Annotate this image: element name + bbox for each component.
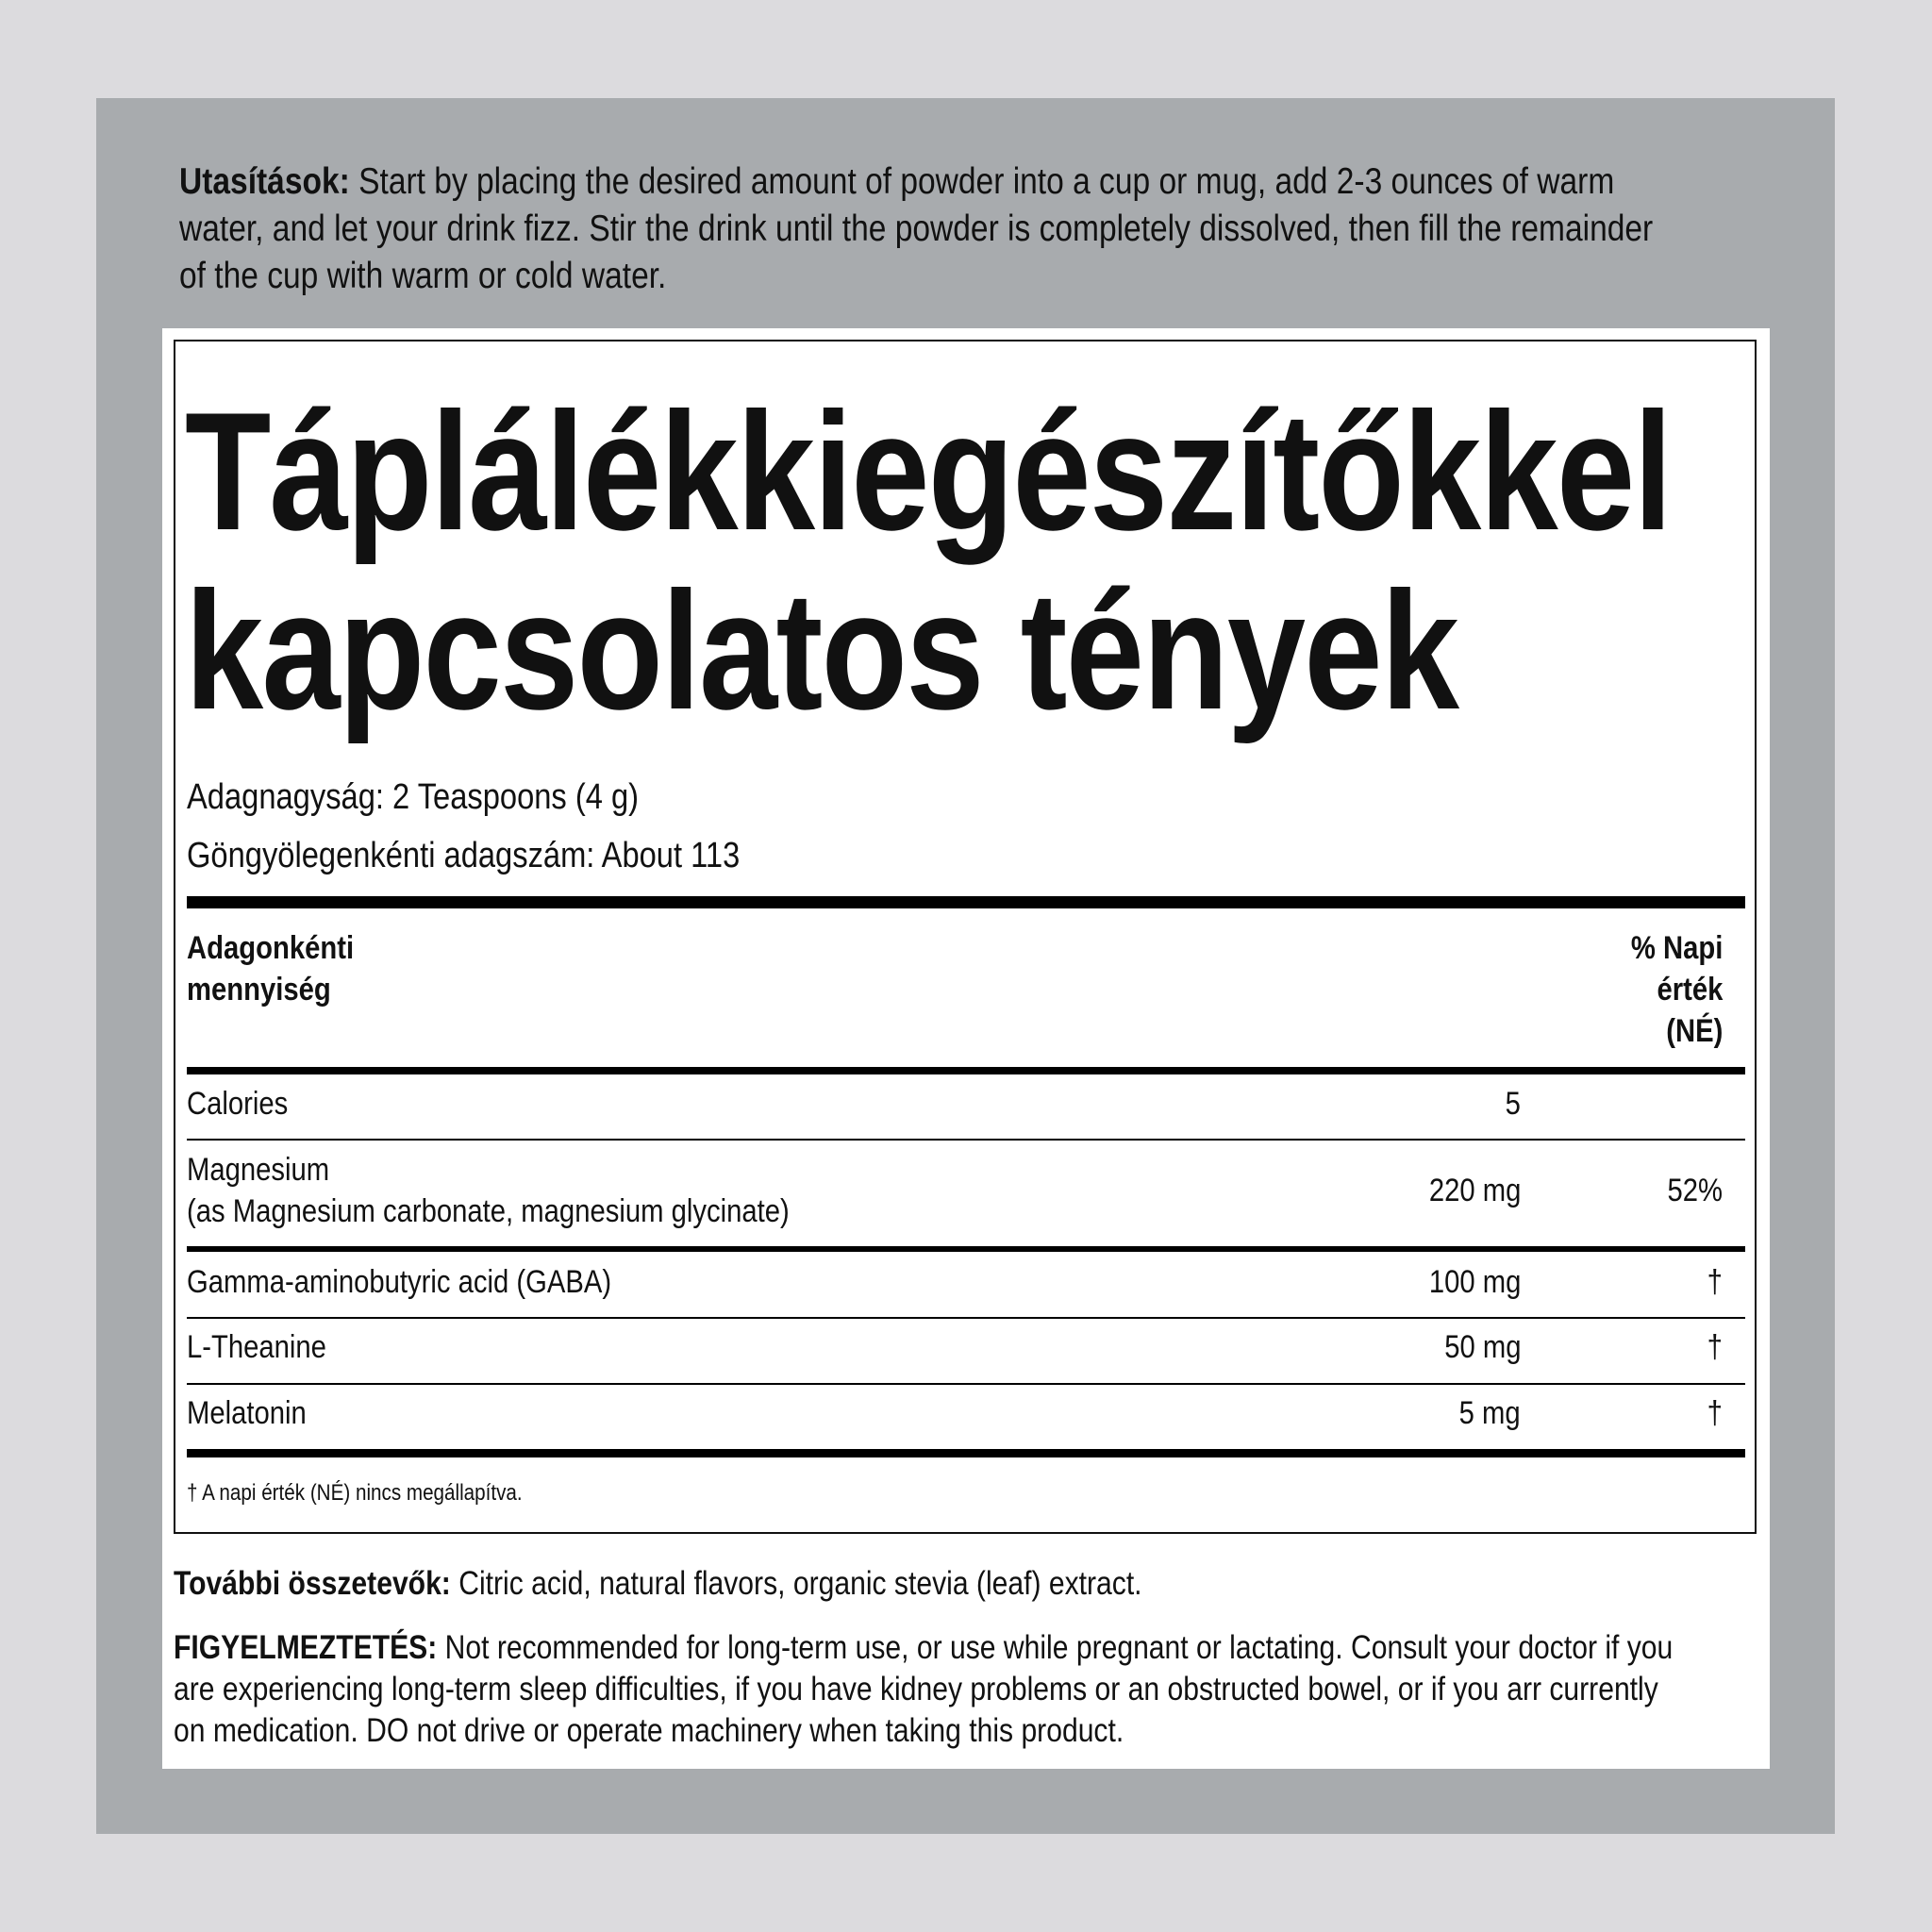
warning-text xyxy=(174,1627,1673,1752)
row-melatonin-amount: 5 mg xyxy=(1458,1395,1521,1431)
row-calories-name: Calories xyxy=(187,1086,289,1122)
thick-rule-top xyxy=(187,896,1745,908)
warning-label: FIGYELMEZTETÉS: xyxy=(174,1629,438,1666)
daily-value-header xyxy=(1631,927,1723,1052)
amount-header-line-1: Adagonkénti xyxy=(187,930,355,966)
serving-size: Adagnagyság: 2 Teaspoons (4 g) xyxy=(187,777,640,817)
row-magnesium-dv: 52% xyxy=(1667,1173,1723,1208)
dv-header-line-3: (NÉ) xyxy=(1665,1013,1723,1049)
servings-per-container: Göngyölegenkénti adagszám: About 113 xyxy=(187,836,741,875)
dv-header-line-1: % Napi xyxy=(1630,930,1723,966)
row-calories-amount: 5 xyxy=(1505,1086,1521,1122)
dv-header-line-2: érték xyxy=(1657,972,1723,1008)
other-ingredients-text: Citric acid, natural flavors, organic stevia (leaf) extract. xyxy=(458,1565,1142,1602)
facts-title xyxy=(185,377,1672,744)
warning-line-2: are experiencing long-term sleep difficulties, if you have kidney problems or an obstructed bowel, or if you arr currently xyxy=(174,1671,1658,1707)
thin-rule-2 xyxy=(187,1317,1745,1319)
directions-line-1: Start by placing the desired amount of powder into a cup or mug, add 2-3 ounces of warm xyxy=(358,161,1615,202)
other-ingredients-label: További összetevők: xyxy=(174,1565,451,1602)
facts-title-line-2: kapcsolatos tények xyxy=(185,557,1458,744)
row-gaba-amount: 100 mg xyxy=(1428,1264,1521,1300)
row-melatonin-dv: † xyxy=(1707,1395,1723,1431)
row-theanine-amount: 50 mg xyxy=(1443,1329,1521,1365)
facts-title-line-1: Táplálékkiegészítőkkel xyxy=(185,377,1672,565)
thin-rule-3 xyxy=(187,1383,1745,1385)
directions-line-2: water, and let your drink fizz. Stir the drink until the powder is completely dissolved, then fill the remainder xyxy=(179,208,1654,249)
other-ingredients xyxy=(174,1563,1142,1605)
thin-rule-1 xyxy=(187,1139,1745,1141)
warning-line-3: on medication. DO not drive or operate machinery when taking this product. xyxy=(174,1712,1124,1749)
row-magnesium-sub: (as Magnesium carbonate, magnesium glycinate) xyxy=(187,1193,790,1229)
row-magnesium-amount: 220 mg xyxy=(1428,1173,1521,1208)
amount-header xyxy=(187,927,354,1010)
directions-line-3: of the cup with warm or cold water. xyxy=(179,256,667,296)
footnote: † A napi érték (NÉ) nincs megállapítva. xyxy=(187,1480,523,1506)
row-gaba-dv: † xyxy=(1707,1264,1723,1300)
row-gaba-name: Gamma-aminobutyric acid (GABA) xyxy=(187,1264,612,1300)
amount-header-line-2: mennyiség xyxy=(187,972,331,1008)
directions-text xyxy=(179,158,1782,300)
thick-rule-bottom xyxy=(187,1449,1745,1457)
medium-rule xyxy=(187,1246,1745,1252)
thick-rule-header xyxy=(187,1067,1745,1074)
warning-line-1: Not recommended for long-term use, or use while pregnant or lactating. Consult your doctor if you xyxy=(444,1629,1674,1666)
row-melatonin-name: Melatonin xyxy=(187,1395,307,1431)
directions-label: Utasítások: xyxy=(179,161,350,202)
row-theanine-dv: † xyxy=(1707,1329,1723,1365)
row-theanine-name: L-Theanine xyxy=(187,1329,326,1365)
row-magnesium-name: Magnesium xyxy=(187,1152,330,1188)
